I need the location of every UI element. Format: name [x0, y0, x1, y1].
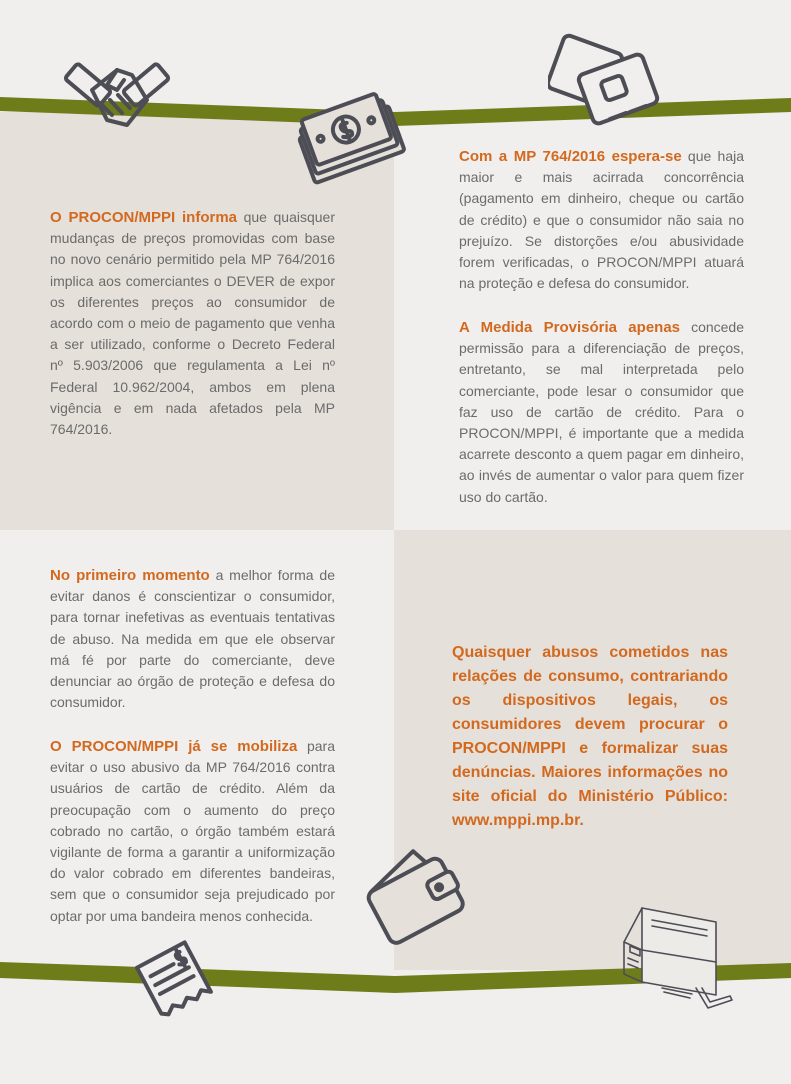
block-lead: Com a MP 764/2016 espera-se	[459, 148, 682, 165]
block-body: que haja maior e mais acirrada concorrência (pagamento em dinheiro, cheque ou cartão de crédito) e que o consumidor não saia no prejuízo. Se distorções e/ou abusividade forem verificadas, o PROCON/MPPI atuará na proteção e defesa do consumidor.	[459, 148, 744, 292]
block-body: para evitar o uso abusivo da MP 764/2016 contra usuários de cartão de crédito. Além da preocupação com o aumento do preço cobrado no cartão, o órgão também estará vigilante de forma a garantir a uniformização do valor cobrado em diferentes bandeiras, sem que o consumidor seja prejudicado por optar por uma bandeira menos conhecida.	[50, 738, 335, 924]
receipt-icon	[128, 938, 218, 1018]
block-body: a melhor forma de evitar danos é conscientizar o consumidor, para tornar inefetivas as eventuais tentativas de abuso. Na medida em que ele observar má fé por parte do comerciante, deve denunciar ao órgão de proteção e defesa do consumidor.	[50, 567, 335, 711]
block-lead: O PROCON/MPPI informa	[50, 209, 238, 226]
money-bills-icon	[292, 83, 407, 188]
handshake-icon	[62, 45, 172, 140]
credit-cards-icon	[548, 33, 660, 133]
block-lead: O PROCON/MPPI já se mobiliza	[50, 738, 298, 755]
block-body: que quaisquer mudanças de preços promovidas com base no novo cenário permitido pela MP 764/2016 implica aos comerciantes o DEVER de expor os diferentes preços ao consumidor de acordo com o meio de pagamento que venha a ser utilizado, conforme o Decreto Federal nº 5.903/2006 que regulamenta a Lei nº Federal 10.962/2004, ambos em plena vigência e em nada afetados pela MP 764/2016.	[50, 209, 335, 438]
block-medida-provisoria	[459, 317, 744, 508]
block-procon-mobiliza	[50, 736, 335, 927]
block-lead: No primeiro momento	[50, 567, 210, 584]
block-lead: A Medida Provisória apenas	[459, 319, 681, 336]
block-body: concede permissão para a diferenciação de preços, entretanto, se mal interpretada pelo comerciante, pode lesar o consumidor que faz uso de cartão de crédito. Para o PROCON/MPPI, é importante que a medida acarrete desconto a quem pagar em dinheiro, ao invés de aumentar o valor para quem fizer uso do cartão.	[459, 319, 744, 505]
block-mp-espera	[459, 146, 744, 294]
block-primeiro-momento	[50, 565, 335, 713]
card-terminal-icon	[612, 900, 737, 1015]
callout-denuncias: Quaisquer abusos cometidos nas relações de consumo, contrariando os dispositivos legais, os consumidores devem procurar o PROCON/MPPI e formalizar suas denúncias. Maiores informações no site oficial do Ministério Público: www.mppi.mp.br.	[452, 644, 728, 829]
wallet-icon	[364, 843, 469, 948]
block-procon-informa	[50, 207, 335, 440]
